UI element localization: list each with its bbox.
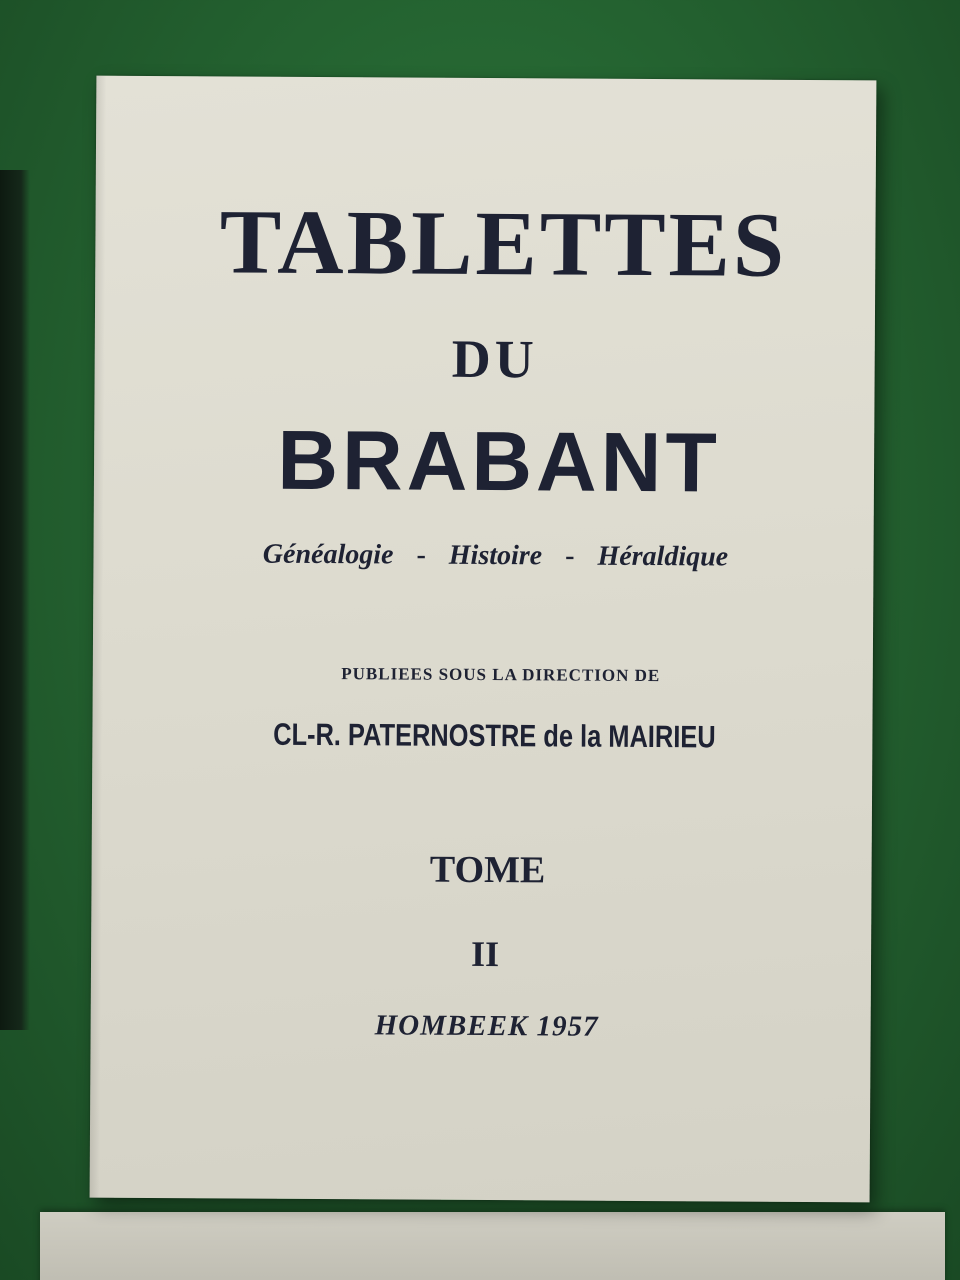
title-line-3: BRABANT <box>277 412 722 510</box>
subtitle-histoire: Histoire <box>448 539 543 572</box>
place-year: HOMBEEK 1957 <box>374 1009 599 1043</box>
subtitle-separator: - <box>416 539 426 571</box>
title-line-2: DU <box>451 328 538 390</box>
tome-label: TOME <box>429 848 546 892</box>
book-cover <box>90 76 877 1203</box>
subtitle-heraldique: Héraldique <box>597 540 729 573</box>
published-by-label: PUBLIEES SOUS LA DIRECTION DE <box>341 664 661 686</box>
subtitle-genealogie: Généalogie <box>262 538 394 571</box>
tome-number: II <box>470 933 500 975</box>
title-line-1: TABLETTES <box>219 190 788 296</box>
subtitle-separator: - <box>565 540 575 572</box>
subtitle <box>105 538 885 575</box>
adjacent-book-edge <box>0 170 30 1030</box>
book-below <box>40 1212 945 1280</box>
director-name: CL-R. PATERNOSTRE de la MAIRIEU <box>273 716 716 755</box>
